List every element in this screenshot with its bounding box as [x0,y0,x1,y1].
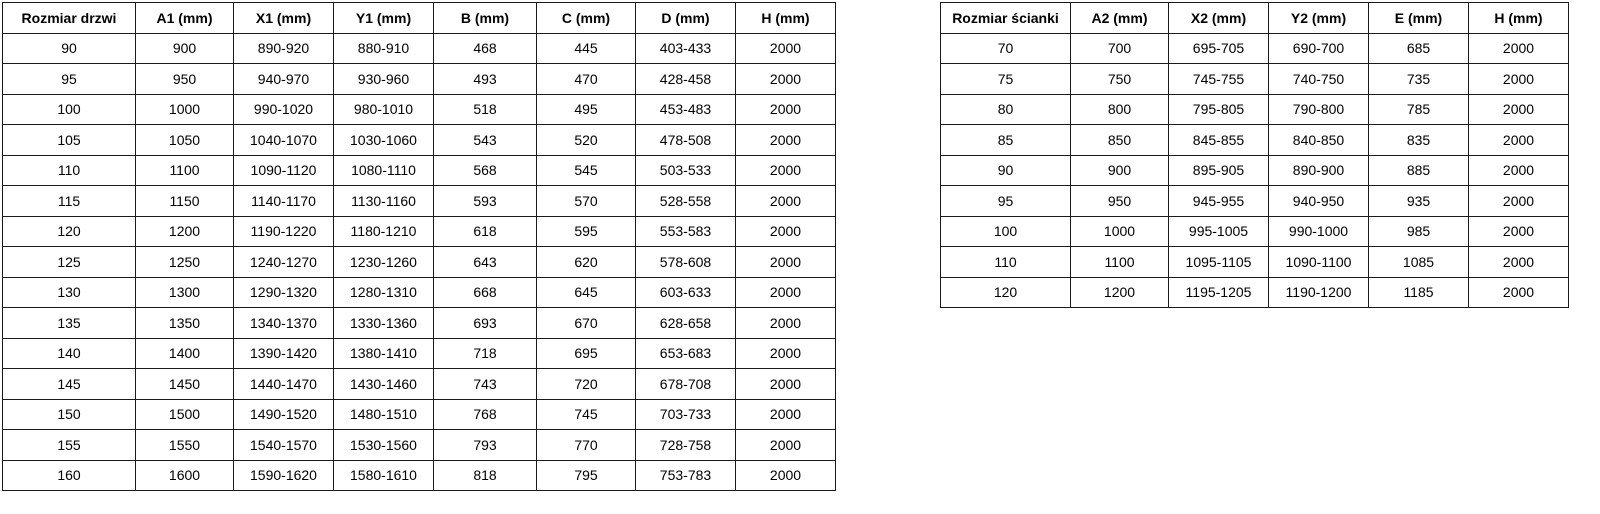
table-cell: 695 [537,338,636,369]
table-row [3,216,836,247]
table-cell: 2000 [736,186,836,217]
table-row [941,277,1569,308]
table-cell: 543 [434,125,537,156]
table-cell: 120 [941,277,1071,308]
table-cell: 453-483 [636,94,736,125]
table-row [3,338,836,369]
table-cell: 528-558 [636,186,736,217]
column-header: Rozmiar ścianki [941,3,1071,34]
column-header: D (mm) [636,3,736,34]
table-row [941,33,1569,64]
table-cell: 845-855 [1169,125,1269,156]
table-cell: 720 [537,369,636,400]
table-cell: 428-458 [636,64,736,95]
column-header: Rozmiar drzwi [3,3,136,34]
table-cell: 2000 [736,216,836,247]
table-cell: 1150 [136,186,234,217]
table-cell: 2000 [1469,64,1569,95]
table-cell: 135 [3,308,136,339]
table-cell: 1540-1570 [234,430,334,461]
column-header: A1 (mm) [136,3,234,34]
table-cell: 470 [537,64,636,95]
table-cell: 2000 [736,94,836,125]
table-cell: 1090-1100 [1269,247,1369,278]
table-cell: 990-1000 [1269,216,1369,247]
table-cell: 1040-1070 [234,125,334,156]
table-cell: 1580-1610 [334,460,434,491]
table-cell: 800 [1071,94,1169,125]
table-cell: 145 [3,369,136,400]
table-row [3,460,836,491]
table-cell: 150 [3,399,136,430]
table-cell: 1085 [1369,247,1469,278]
table-row [941,155,1569,186]
table-cell: 1080-1110 [334,155,434,186]
table-cell: 518 [434,94,537,125]
table-cell: 678-708 [636,369,736,400]
table-cell: 1280-1310 [334,277,434,308]
table-cell: 2000 [736,64,836,95]
table-cell: 693 [434,308,537,339]
table-row [3,277,836,308]
table-cell: 1480-1510 [334,399,434,430]
table-row [941,216,1569,247]
table-cell: 743 [434,369,537,400]
table-row [3,430,836,461]
table-cell: 728-758 [636,430,736,461]
table-row [3,186,836,217]
table-cell: 115 [3,186,136,217]
table-cell: 653-683 [636,338,736,369]
table-cell: 1185 [1369,277,1469,308]
table-cell: 120 [3,216,136,247]
table-row [941,94,1569,125]
table-cell: 668 [434,277,537,308]
table-cell: 1330-1360 [334,308,434,339]
column-header: Y1 (mm) [334,3,434,34]
table-cell: 740-750 [1269,64,1369,95]
table-cell: 945-955 [1169,186,1269,217]
table-cell: 818 [434,460,537,491]
table-cell: 940-950 [1269,186,1369,217]
table-cell: 100 [3,94,136,125]
table-cell: 2000 [1469,247,1569,278]
column-header: B (mm) [434,3,537,34]
table-cell: 880-910 [334,33,434,64]
table-cell: 545 [537,155,636,186]
table-cell: 1440-1470 [234,369,334,400]
table-cell: 468 [434,33,537,64]
table-cell: 2000 [1469,186,1569,217]
table-cell: 1000 [136,94,234,125]
column-header: X2 (mm) [1169,3,1269,34]
door-size-table [2,2,836,491]
table-cell: 950 [1071,186,1169,217]
table-row [3,125,836,156]
table-cell: 835 [1369,125,1469,156]
table-cell: 403-433 [636,33,736,64]
table-cell: 1490-1520 [234,399,334,430]
table-cell: 100 [941,216,1071,247]
column-header: E (mm) [1369,3,1469,34]
table-cell: 80 [941,94,1071,125]
table-cell: 2000 [1469,155,1569,186]
table-cell: 1380-1410 [334,338,434,369]
table-cell: 2000 [1469,33,1569,64]
table-cell: 790-800 [1269,94,1369,125]
table-cell: 140 [3,338,136,369]
table-cell: 2000 [736,33,836,64]
table-cell: 1090-1120 [234,155,334,186]
table-cell: 553-583 [636,216,736,247]
table-cell: 885 [1369,155,1469,186]
table-cell: 2000 [1469,125,1569,156]
table-cell: 1590-1620 [234,460,334,491]
table-cell: 1340-1370 [234,308,334,339]
table-cell: 753-783 [636,460,736,491]
table-cell: 645 [537,277,636,308]
table-cell: 2000 [736,430,836,461]
table-cell: 890-920 [234,33,334,64]
table-cell: 1030-1060 [334,125,434,156]
table-cell: 1195-1205 [1169,277,1269,308]
table-cell: 1240-1270 [234,247,334,278]
table-row [3,399,836,430]
table-cell: 570 [537,186,636,217]
table-cell: 685 [1369,33,1469,64]
table-cell: 85 [941,125,1071,156]
table-cell: 2000 [736,125,836,156]
table-cell: 130 [3,277,136,308]
table-cell: 628-658 [636,308,736,339]
table-cell: 90 [941,155,1071,186]
table-row [3,33,836,64]
table-cell: 793 [434,430,537,461]
table-cell: 750 [1071,64,1169,95]
table-cell: 795-805 [1169,94,1269,125]
column-header: H (mm) [736,3,836,34]
table-cell: 1450 [136,369,234,400]
table-cell: 578-608 [636,247,736,278]
table-cell: 593 [434,186,537,217]
table-cell: 1600 [136,460,234,491]
table-cell: 670 [537,308,636,339]
table-cell: 595 [537,216,636,247]
table-row [3,369,836,400]
table-cell: 1000 [1071,216,1169,247]
table-cell: 1050 [136,125,234,156]
table-cell: 1390-1420 [234,338,334,369]
table-cell: 445 [537,33,636,64]
table-cell: 735 [1369,64,1469,95]
table-cell: 785 [1369,94,1469,125]
table-cell: 95 [941,186,1071,217]
table-cell: 1550 [136,430,234,461]
table-cell: 160 [3,460,136,491]
table-cell: 155 [3,430,136,461]
table-cell: 745-755 [1169,64,1269,95]
table-cell: 850 [1071,125,1169,156]
table-cell: 620 [537,247,636,278]
table-cell: 2000 [1469,94,1569,125]
table-cell: 690-700 [1269,33,1369,64]
table-cell: 2000 [1469,277,1569,308]
table-cell: 1500 [136,399,234,430]
table-cell: 495 [537,94,636,125]
table-cell: 568 [434,155,537,186]
table-cell: 1300 [136,277,234,308]
table-row [3,247,836,278]
table-cell: 695-705 [1169,33,1269,64]
table-cell: 900 [1071,155,1169,186]
column-header: Y2 (mm) [1269,3,1369,34]
table-cell: 1140-1170 [234,186,334,217]
table-cell: 503-533 [636,155,736,186]
table-cell: 2000 [736,460,836,491]
table-cell: 768 [434,399,537,430]
table-cell: 890-900 [1269,155,1369,186]
table-cell: 90 [3,33,136,64]
table-cell: 795 [537,460,636,491]
table-cell: 1180-1210 [334,216,434,247]
table-cell: 520 [537,125,636,156]
table-cell: 770 [537,430,636,461]
table-cell: 2000 [1469,216,1569,247]
table-cell: 75 [941,64,1071,95]
table-cell: 1400 [136,338,234,369]
table-cell: 2000 [736,277,836,308]
table-cell: 70 [941,33,1071,64]
table-row [941,125,1569,156]
table-cell: 1190-1200 [1269,277,1369,308]
table-cell: 2000 [736,399,836,430]
table-row [941,64,1569,95]
table-cell: 2000 [736,338,836,369]
column-header: C (mm) [537,3,636,34]
table-cell: 1430-1460 [334,369,434,400]
table-cell: 1530-1560 [334,430,434,461]
table-cell: 985 [1369,216,1469,247]
table-cell: 105 [3,125,136,156]
table-cell: 900 [136,33,234,64]
table-row [3,155,836,186]
table-cell: 1100 [136,155,234,186]
table-cell: 980-1010 [334,94,434,125]
table-cell: 718 [434,338,537,369]
table-row [3,64,836,95]
table-cell: 95 [3,64,136,95]
table-cell: 1350 [136,308,234,339]
table-cell: 2000 [736,369,836,400]
table-cell: 1190-1220 [234,216,334,247]
table-cell: 1230-1260 [334,247,434,278]
table-cell: 1130-1160 [334,186,434,217]
column-header: H (mm) [1469,3,1569,34]
table-row [941,186,1569,217]
header-row [3,3,836,34]
table-cell: 1200 [136,216,234,247]
header-row [941,3,1569,34]
table-cell: 1095-1105 [1169,247,1269,278]
table-cell: 110 [941,247,1071,278]
table-row [941,247,1569,278]
column-header: X1 (mm) [234,3,334,34]
table-cell: 110 [3,155,136,186]
table-cell: 1250 [136,247,234,278]
table-cell: 125 [3,247,136,278]
table-cell: 603-633 [636,277,736,308]
table-cell: 1200 [1071,277,1169,308]
table-row [3,308,836,339]
table-cell: 478-508 [636,125,736,156]
table-row [3,94,836,125]
wall-panel-size-table [940,2,1569,308]
table-cell: 2000 [736,247,836,278]
table-cell: 703-733 [636,399,736,430]
table-cell: 2000 [736,155,836,186]
table-cell: 940-970 [234,64,334,95]
table-cell: 840-850 [1269,125,1369,156]
table-cell: 1290-1320 [234,277,334,308]
table-cell: 643 [434,247,537,278]
table-cell: 930-960 [334,64,434,95]
table-cell: 895-905 [1169,155,1269,186]
table-cell: 618 [434,216,537,247]
table-cell: 1100 [1071,247,1169,278]
table-cell: 745 [537,399,636,430]
table-cell: 995-1005 [1169,216,1269,247]
table-cell: 935 [1369,186,1469,217]
table-cell: 2000 [736,308,836,339]
table-cell: 700 [1071,33,1169,64]
table-cell: 493 [434,64,537,95]
column-header: A2 (mm) [1071,3,1169,34]
table-cell: 950 [136,64,234,95]
table-cell: 990-1020 [234,94,334,125]
